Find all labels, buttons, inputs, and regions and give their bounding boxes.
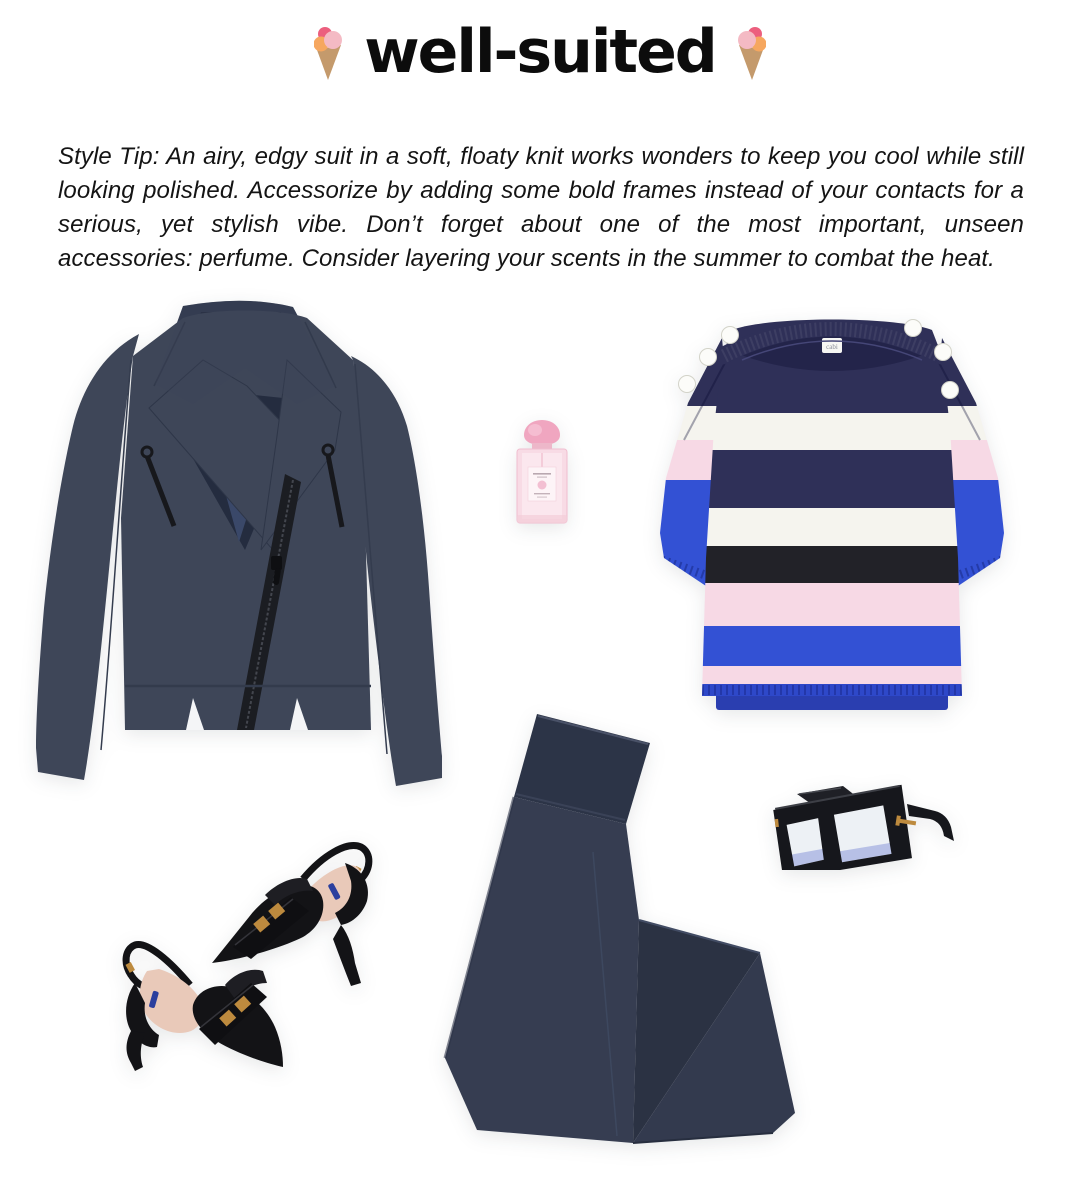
style-tip-text: Style Tip: An airy, edgy suit in a soft, floaty knit works wonders to keep you cool while still looking polished. Accessorize by adding some bold frames instead of your contacts for a serious, yet stylish vibe. Don’t forget about one of the most important, unseen accessories: perfume. Consider layering your scents in the summer to combat the heat. xyxy=(58,143,1024,272)
ice-cream-cone-icon xyxy=(314,25,344,83)
sweater-body-stripes xyxy=(698,316,966,696)
kitten-heel xyxy=(333,925,361,986)
striped-sweater-image[interactable] xyxy=(658,308,1006,712)
slingback-heel-right xyxy=(212,846,369,986)
glasses-front xyxy=(773,784,913,870)
navy-moto-jacket-image[interactable] xyxy=(35,298,455,795)
svg-text:cabi: cabi xyxy=(826,343,838,351)
ice-cream-cone-icon xyxy=(736,25,766,83)
page-title: well-suited xyxy=(364,17,716,87)
pink-perfume-bottle-image[interactable] xyxy=(514,418,570,526)
black-glasses-image[interactable] xyxy=(773,782,955,870)
navy-pants-image[interactable] xyxy=(443,712,798,1152)
black-slingback-heels-image[interactable] xyxy=(95,833,392,1078)
slingback-heel-left xyxy=(125,944,283,1071)
perfume-label xyxy=(528,467,556,501)
pants-leg xyxy=(445,797,639,1143)
kitten-heel xyxy=(127,1031,146,1071)
page-header xyxy=(0,17,1080,87)
